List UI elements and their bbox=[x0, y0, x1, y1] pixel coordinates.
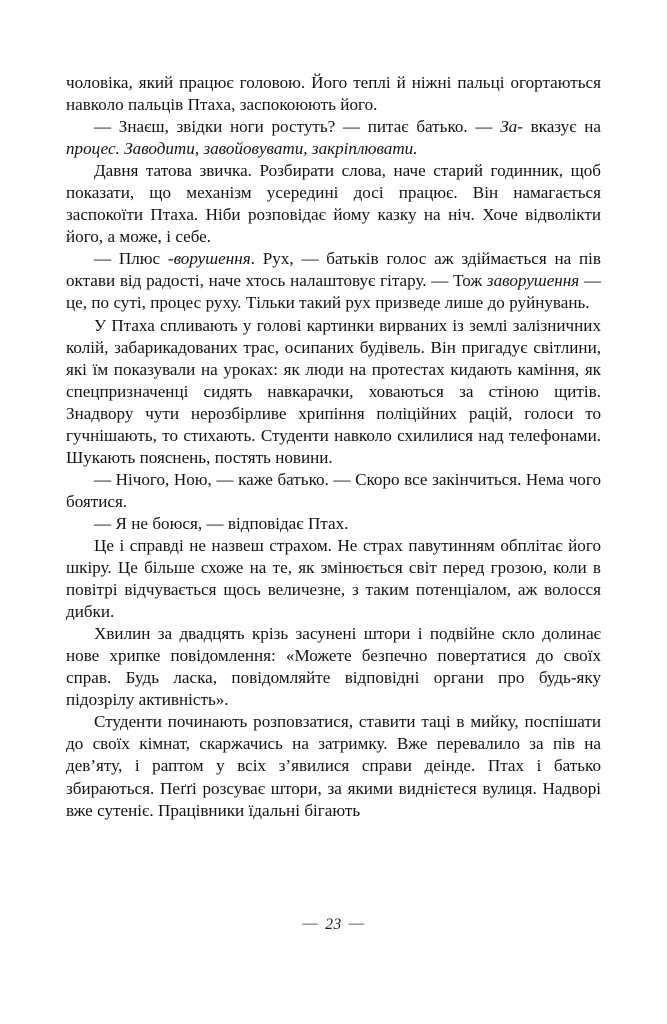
page-folio bbox=[0, 916, 667, 934]
page-number: 23 bbox=[325, 916, 342, 933]
paragraph: — Я не боюся, — відповідає Птах. bbox=[94, 513, 349, 533]
paragraph: — Нічого, Ною, — каже батько. — Скоро все закінчиться. Нема чого боятися. bbox=[66, 469, 601, 511]
folio-dash-right: — bbox=[348, 915, 365, 932]
paragraph: чоловіка, який працює головою. Його теплі й ніжні пальці огортаються навколо пальців Птаха, заспокоюють його. bbox=[66, 73, 601, 115]
paragraph: — Плюс -ворушення. Рух, — батьків голос аж здіймається на пів октави від радості, наче хтось налаштовує гітару. — Тож заворушення — це, по суті, процес руху. Тільки такий рух призведе лише до руйнувань. bbox=[66, 249, 602, 313]
folio-dash-left: — bbox=[302, 915, 319, 932]
paragraph: У Птаха спливають у голові картинки вирваних із землі залізничних колій, забарикадованих трас, осипаних будівель. Він пригадує світлини, які їм показували на уроках: як люди на протестах кидають каміння, як спецпризначенці сидять навкарачки, ховаються за стіною щитів. Знадвору чути нерозбірливе хрипіння поліційних рацій, голоси то гучнішають, то стихають. Студенти навколо схилилися над телефонами. Шукають пояснень, постять новини. bbox=[66, 315, 601, 467]
paragraph: Давня татова звичка. Розбирати слова, наче старий годинник, щоб показати, що механізм усередині досі працює. Він намагається заспокоїти Птаха. Ніби розповідає йому казку на ніч. Хоче відволікти його, а може, і себе. bbox=[66, 161, 601, 247]
paragraph: — Знаєш, звідки ноги ростуть? — питає батько. — За- вказує на процес. Заводити, завойовувати, закріплювати. bbox=[66, 117, 601, 159]
paragraph: Хвилин за двадцять крізь засунені штори і подвійне скло долинає нове хрипке повідомлення: «Можете безпечно повертатися до своїх справ. Будь ласка, повідомляйте відповідні органи про будь-яку підозрілу активність». bbox=[66, 624, 601, 710]
page-text-block bbox=[66, 72, 601, 822]
paragraph: Студенти починають розповзатися, ставити таці в мийку, поспішати до своїх кімнат, скаржачись на затримку. Вже перевалило за пів на дев’яту, і раптом у всіх з’явилися справи деінде. Птах і батько збираються. Пеґґі розсуває штори, за якими виднієтеся вулиця. Надворі вже сутеніє. Працівники їдальні бігають bbox=[66, 712, 601, 820]
paragraph: Це і справді не назвеш страхом. Не страх павутинням обплітає його шкіру. Це більше схоже на те, як змінюється світ перед грозою, коли в повітрі відчувається щось величезне, з таким потенціалом, аж волосся дибки. bbox=[66, 535, 601, 622]
